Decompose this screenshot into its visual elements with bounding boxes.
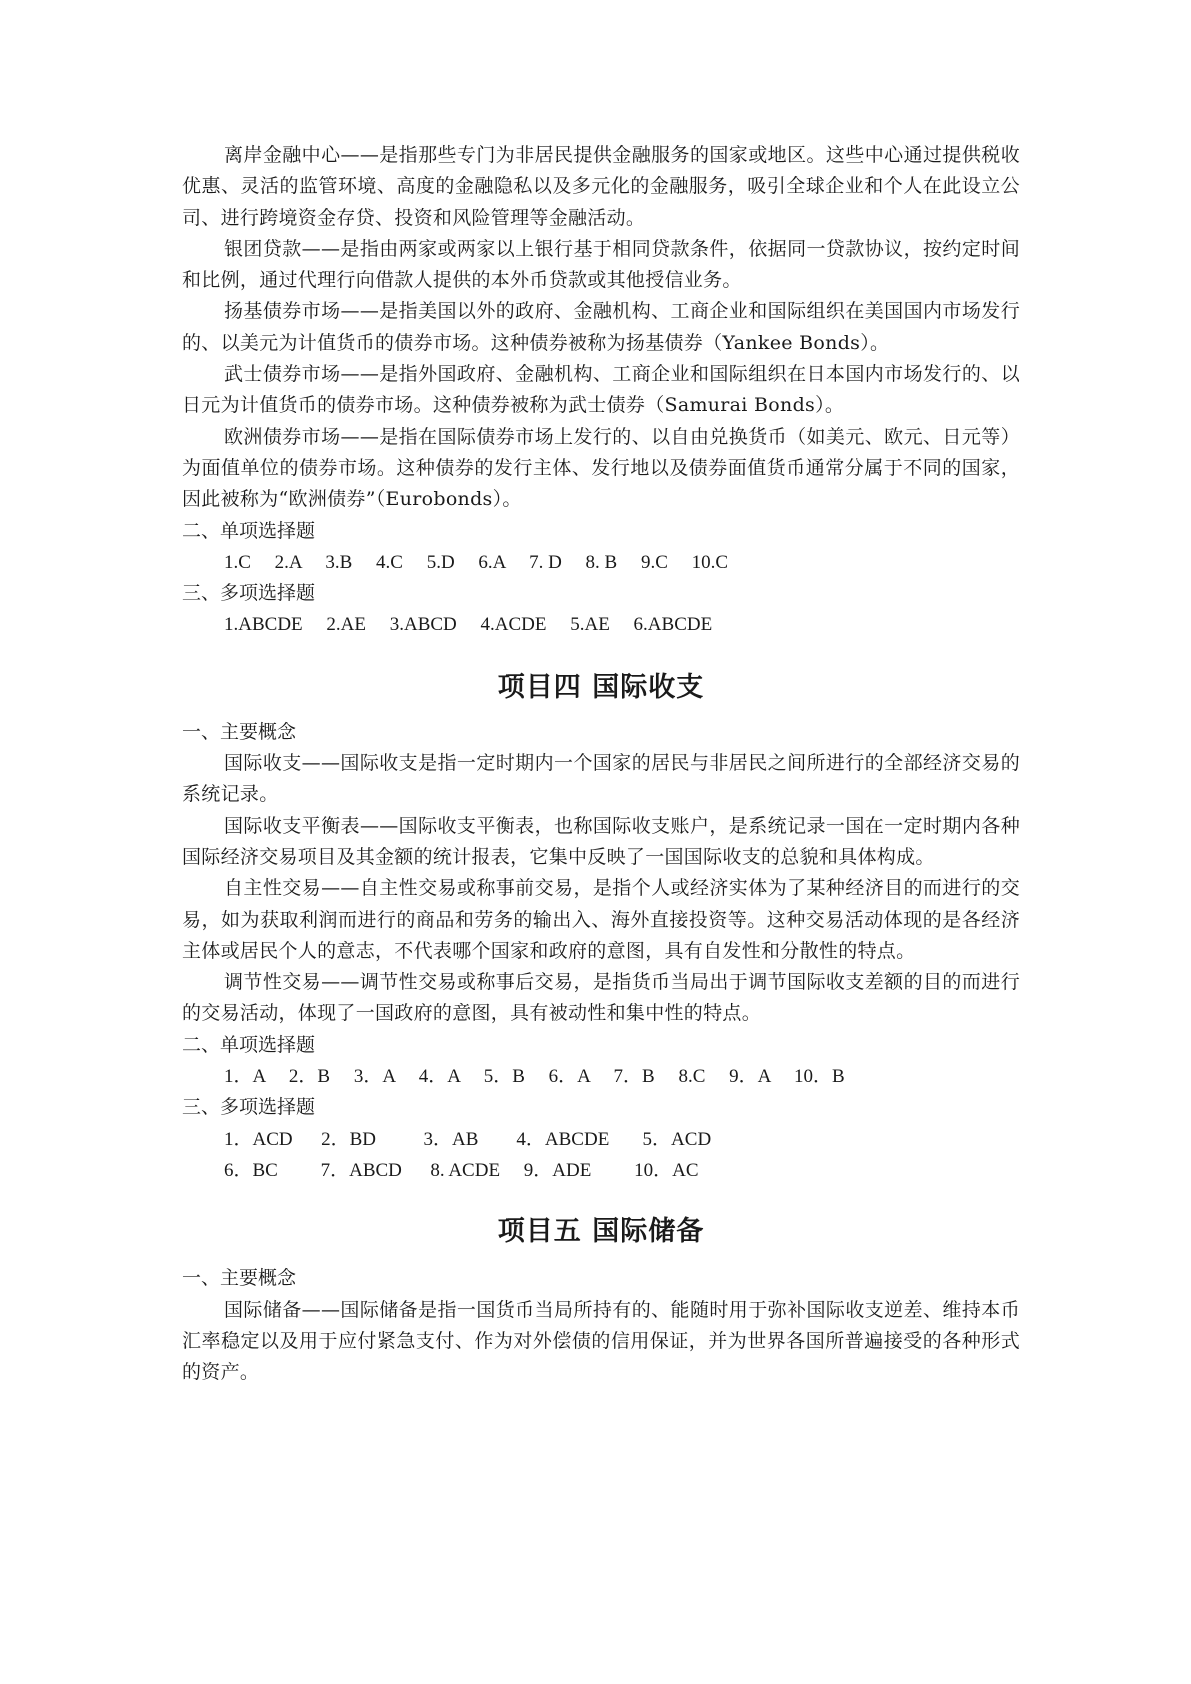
definition-offshore-financial-center: 离岸金融中心——是指那些专门为非居民提供金融服务的国家或地区。这些中心通过提供税收优惠、灵活的监管环境、高度的金融隐私以及多元化的金融服务，吸引全球企业和个人在此设立公司、进行跨境资金存贷、投资和风险管理等金融活动。 — [182, 144, 1020, 229]
section3-multi-choice-heading: 三、多项选择题 — [182, 582, 316, 605]
document-page — [182, 140, 1020, 1388]
section4-concepts-heading: 一、主要概念 — [182, 720, 297, 743]
section5-title: 项目五 国际储备 — [497, 1216, 705, 1248]
section4-multi-choice-answers-line2: 6．BC 7．ABCD 8. ACDE 9．ADE 10．AC — [224, 1159, 699, 1181]
definition-yankee-bond-market: 扬基债券市场——是指美国以外的政府、金融机构、工商企业和国际组织在美国国内市场发行的、以美元为计值货币的债券市场。这种债券被称为扬基债券（Yankee Bonds）。 — [182, 300, 1020, 354]
section4-multi-choice-heading: 三、多项选择题 — [182, 1096, 316, 1119]
definition-autonomous-transactions: 自主性交易——自主性交易或称事前交易，是指个人或经济实体为了某种经济目的而进行的交易，如为获取利润而进行的商品和劳务的输出入、海外直接投资等。这种交易活动体现的是各经济主体或居民个人的意志，不代表哪个国家和政府的意图，具有自发性和分散性的特点。 — [182, 877, 1020, 962]
section3-single-choice-heading: 二、单项选择题 — [182, 519, 316, 542]
definition-balance-of-payments: 国际收支——国际收支是指一定时期内一个国家的居民与非居民之间所进行的全部经济交易的系统记录。 — [182, 752, 1020, 806]
definition-syndicated-loan: 银团贷款——是指由两家或两家以上银行基于相同贷款条件，依据同一贷款协议，按约定时间和比例，通过代理行向借款人提供的本外币贷款或其他授信业务。 — [182, 237, 1020, 292]
section4-single-choice-heading: 二、单项选择题 — [182, 1033, 316, 1056]
section5-concepts-heading: 一、主要概念 — [182, 1267, 297, 1290]
section3-multi-choice-answers: 1.ABCDE 2.AE 3.ABCD 4.ACDE 5.AE 6.ABCDE — [224, 614, 713, 636]
definition-eurobond-market: 欧洲债券市场——是指在国际债券市场上发行的、以自由兑换货币（如美元、欧元、日元等）为面值单位的债券市场。这种债券的发行主体、发行地以及债券面值货币通常分属于不同的国家，因此被称为“欧洲债券”（Eurobonds）。 — [182, 425, 1020, 511]
definition-samurai-bond-market: 武士债券市场——是指外国政府、金融机构、工商企业和国际组织在日本国内市场发行的、以日元为计值货币的债券市场。这种债券被称为武士债券（Samurai Bonds）。 — [182, 363, 1020, 417]
section3-single-choice-answers: 1.C 2.A 3.B 4.C 5.D 6.A 7. D 8. B 9.C 10.C — [224, 551, 729, 573]
section4-single-choice-answers: 1．A 2．B 3．A 4．A 5．B 6．A 7．B 8.C 9．A 10．B — [224, 1066, 845, 1088]
section4-title: 项目四 国际收支 — [497, 671, 705, 703]
definition-international-reserves: 国际储备——国际储备是指一国货币当局所持有的、能随时用于弥补国际收支逆差、维持本币汇率稳定以及用于应付紧急支付、作为对外偿债的信用保证，并为世界各国所普遍接受的各种形式的资产。 — [182, 1298, 1020, 1384]
definition-accommodating-transactions: 调节性交易——调节性交易或称事后交易，是指货币当局出于调节国际收支差额的目的而进行的交易活动，体现了一国政府的意图，具有被动性和集中性的特点。 — [182, 971, 1020, 1025]
section4-multi-choice-answers-line1: 1．ACD 2．BD 3．AB 4．ABCDE 5．ACD — [224, 1128, 712, 1150]
definition-bop-statement: 国际收支平衡表——国际收支平衡表，也称国际收支账户，是系统记录一国在一定时期内各种国际经济交易项目及其金额的统计报表，它集中反映了一国国际收支的总貌和具体构成。 — [182, 814, 1020, 868]
